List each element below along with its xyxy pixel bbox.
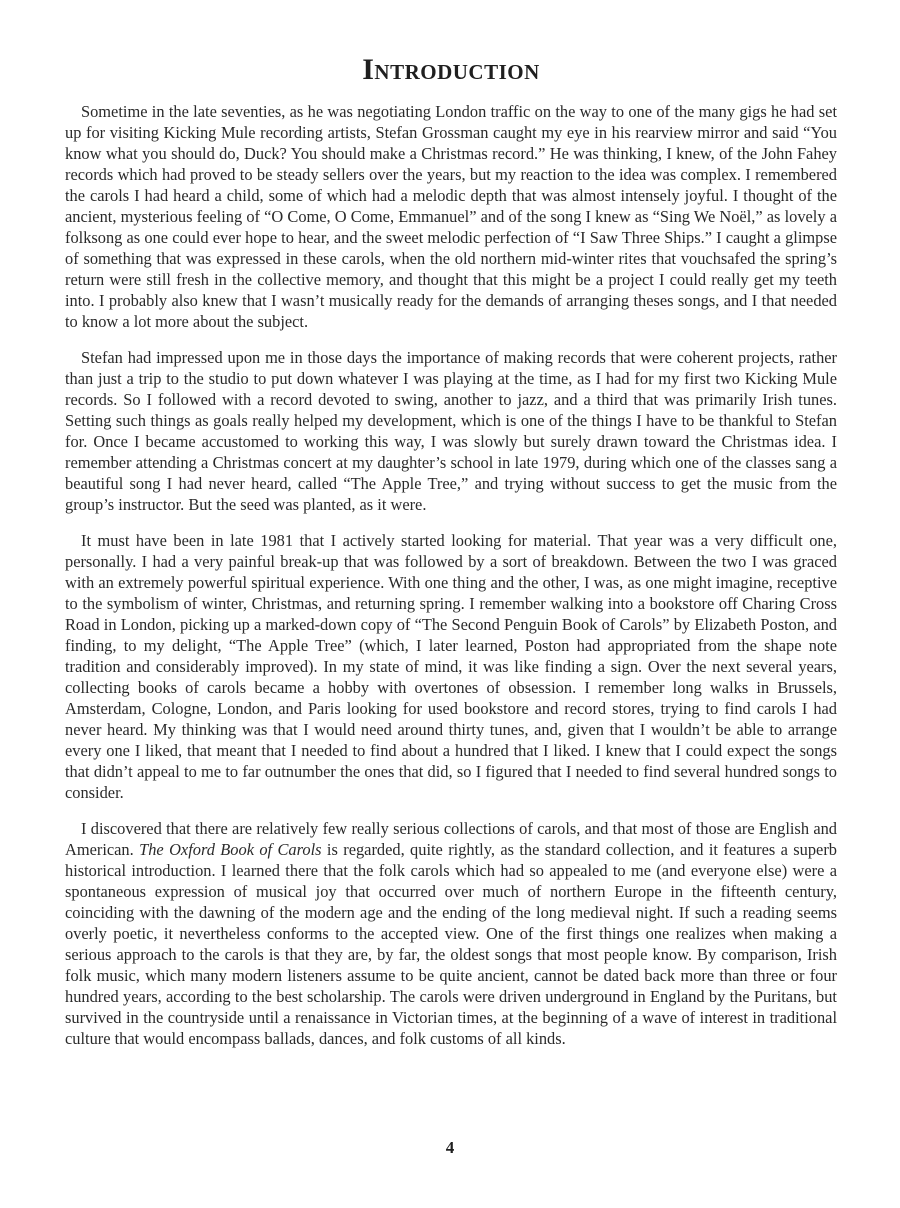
book-title-emphasis: The Oxford Book of Carols	[139, 840, 322, 859]
page-content	[65, 0, 837, 1049]
paragraph: It must have been in late 1981 that I actively started looking for material. That year was a very difficult one, personally. I had a very painful break-up that was followed by a sort of breakdown. Between the two I was graced with an extremely powerful spiritual experience. With one thing and the other, I was, as one might imagine, receptive to the symbolism of winter, Christmas, and returning spring. I remember walking into a bookstore off Charing Cross Road in London, picking up a marked-down copy of “The Second Penguin Book of Carols” by Elizabeth Poston, and finding, to my delight, “The Apple Tree” (which, I later learned, Poston had appropriated from the shape note tradition and considerably improved). In my state of mind, it was like finding a sign. Over the next several years, collecting books of carols became a hobby with overtones of obsession. I remember long walks in Brussels, Amsterdam, Cologne, London, and Paris looking for used bookstore and record stores, trying to find carols I had never heard. My thinking was that I would need around thirty tunes, and, given that I wouldn’t be able to arrange every one I liked, that meant that I needed to find about a hundred that I liked. I knew that I could expect the songs that didn’t appeal to me to far outnumber the ones that did, so I figured that I needed to find several hundred songs to consider.	[65, 531, 837, 802]
page-title: Introduction	[362, 53, 540, 86]
paragraph-text: is regarded, quite rightly, as the standard collection, and it features a superb historical introduction. I learned there that the folk carols which had so appealed to me (and everyone else) were a spontaneous expression of musical joy that occurred over much of northern Europe in the fifteenth century, coinciding with the dawning of the modern age and the ending of the long medieval night. If such a reading seems overly poetic, it nevertheless conforms to the accepted view. One of the first things one realizes when making a serious approach to the carols is that they are, by far, the oldest songs that most people know. By comparison, Irish folk music, which many modern listeners assume to be quite ancient, cannot be dated back more than three or four hundred years, according to the best scholarship. The carols were driven underground in England by the Puritans, but survived in the countryside until a renaissance in Victorian times, at the beginning of a wave of interest in traditional culture that would encompass ballads, dances, and folk customs of all kinds.	[65, 840, 837, 1048]
page-number: 4	[445, 1138, 455, 1157]
paragraph	[65, 818, 837, 1049]
paragraph: Sometime in the late seventies, as he was negotiating London traffic on the way to one of the many gigs he had set up for visiting Kicking Mule recording artists, Stefan Grossman caught my eye in his rearview mirror and said “You know what you should do, Duck? You should make a Christmas record.” He was thinking, I knew, of the John Fahey records which had proved to be steady sellers over the years, but my reaction to the idea was complex. I remembered the carols I had heard a child, some of which had a melodic depth that was almost intensely joyful. I thought of the ancient, mysterious feeling of “O Come, O Come, Emmanuel” and of the song I knew as “Sing We Noël,” as lovely a folksong as one could ever hope to hear, and the sweet melodic perfection of “I Saw Three Ships.” I caught a glimpse of something that was expressed in these carols, when the old northern mid-winter rites that vouchsafed the spring’s return were still fresh in the collective memory, and thought that this might be a project I could really get my teeth into. I probably also knew that I wasn’t musically ready for the demands of arranging theses songs, and I that needed to know a lot more about the subject.	[65, 102, 837, 331]
paragraph: Stefan had impressed upon me in those days the importance of making records that were coherent projects, rather than just a trip to the studio to put down whatever I was playing at the time, as I had for my first two Kicking Mule records. So I followed with a record devoted to swing, another to jazz, and a third that was primarily Irish tunes. Setting such things as goals really helped my development, which is one of the things I have to be thankful to Stefan for. Once I became accustomed to working this way, I was slowly but surely drawn toward the Christmas idea. I remember attending a Christmas concert at my daughter’s school in late 1979, during which one of the classes sang a beautiful song I had never heard, called “The Apple Tree,” and trying without success to get the music from the group’s instructor. But the seed was planted, as it were.	[65, 348, 837, 514]
paragraph-text: I discovered that there are relatively few really serious collections of carols, and that most of those are English and American.	[65, 819, 837, 859]
